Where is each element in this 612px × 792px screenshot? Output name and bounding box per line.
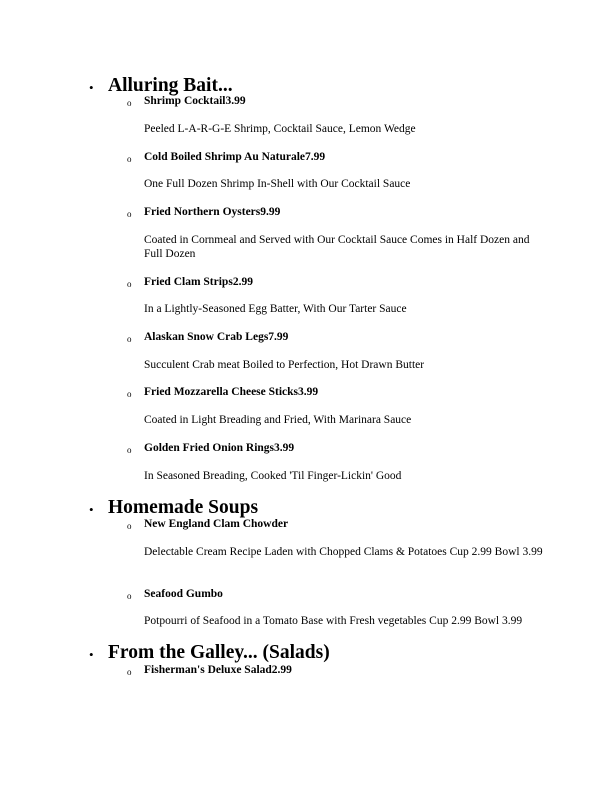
section-title-homemade-soups: Homemade Soups: [108, 497, 259, 518]
item-bullet: o: [127, 98, 132, 108]
item-bullet: o: [127, 667, 132, 677]
menu-item-name: Fried Northern Oysters9.99: [144, 206, 281, 218]
section-bullet: •: [89, 502, 94, 517]
menu-item-description: One Full Dozen Shrimp In-Shell with Our Cocktail Sauce: [144, 178, 411, 190]
menu-item-name: Cold Boiled Shrimp Au Naturale7.99: [144, 151, 326, 163]
menu-item-description: Potpourri of Seafood in a Tomato Base with Fresh vegetables Cup 2.99 Bowl 3.99: [144, 615, 523, 627]
item-bullet: o: [127, 445, 132, 455]
item-bullet: o: [127, 209, 132, 219]
menu-item-description: Succulent Crab meat Boiled to Perfection, Hot Drawn Butter: [144, 359, 425, 371]
menu-item-description: In Seasoned Breading, Cooked 'Til Finger-Lickin' Good: [144, 470, 402, 482]
menu-item-name: Alaskan Snow Crab Legs7.99: [144, 331, 289, 343]
menu-item-price: 9.99: [260, 206, 281, 218]
menu-item-description: Coated in Cornmeal and Served with Our Cocktail Sauce Comes in Half Dozen and Full Dozen: [144, 234, 530, 260]
menu-item-price: 3.99: [298, 386, 319, 398]
section-bullet: •: [89, 80, 94, 95]
menu-item-name: Fried Clam Strips2.99: [144, 276, 253, 288]
menu-item-name: New England Clam Chowder: [144, 518, 289, 530]
menu-item-price: 3.99: [225, 95, 246, 107]
menu-item-price: 7.99: [268, 331, 289, 343]
item-bullet: o: [127, 334, 132, 344]
item-bullet: o: [127, 279, 132, 289]
menu-item-name: Fried Mozzarella Cheese Sticks3.99: [144, 386, 319, 398]
item-bullet: o: [127, 389, 132, 399]
item-bullet: o: [127, 521, 132, 531]
menu-item-price: 7.99: [305, 151, 326, 163]
menu-item-name: Fisherman's Deluxe Salad2.99: [144, 664, 292, 676]
menu-item-name: Golden Fried Onion Rings3.99: [144, 442, 295, 454]
section-title-alluring-bait: Alluring Bait...: [108, 75, 233, 96]
menu-item-price: 2.99: [271, 664, 292, 676]
item-bullet: o: [127, 591, 132, 601]
menu-item-name: Shrimp Cocktail3.99: [144, 95, 246, 107]
menu-item-name: Seafood Gumbo: [144, 588, 223, 600]
section-bullet: •: [89, 647, 94, 662]
menu-item-description: In a Lightly-Seasoned Egg Batter, With Our Tarter Sauce: [144, 303, 407, 315]
menu-item-price: 2.99: [232, 276, 253, 288]
menu-item-description: Delectable Cream Recipe Laden with Chopped Clams & Potatoes Cup 2.99 Bowl 3.99: [144, 546, 543, 558]
menu-item-price: 3.99: [274, 442, 295, 454]
item-bullet: o: [127, 154, 132, 164]
menu-item-description: Peeled L-A-R-G-E Shrimp, Cocktail Sauce, Lemon Wedge: [144, 123, 416, 135]
section-title-from-the-galley: From the Galley... (Salads): [108, 642, 330, 663]
menu-item-description: Coated in Light Breading and Fried, With Marinara Sauce: [144, 414, 412, 426]
